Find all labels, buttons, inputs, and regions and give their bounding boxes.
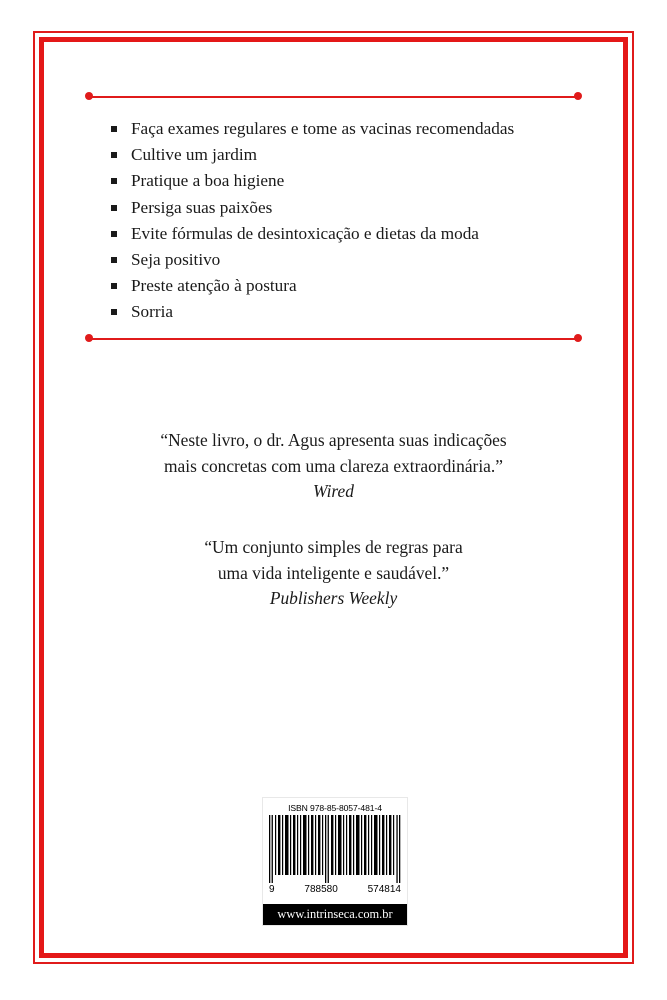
list-item xyxy=(111,221,581,247)
quote-line: “Neste livro, o dr. Agus apresenta suas indicações xyxy=(160,430,507,450)
quote-line: mais concretas com uma clareza extraordinária.” xyxy=(164,455,503,476)
list-item-label: Faça exames regulares e tome as vacinas recomendadas xyxy=(131,119,515,138)
rule-end-dot-right-icon xyxy=(574,334,582,342)
quote-line: “Um conjunto simples de regras para xyxy=(204,537,463,557)
list-item xyxy=(111,168,581,194)
list-item xyxy=(111,142,581,168)
decorative-rule-top xyxy=(85,92,582,101)
list-item-label: Seja positivo xyxy=(131,250,221,270)
review-quote-publishers-weekly xyxy=(0,535,667,612)
list-item xyxy=(111,273,581,299)
rule-line xyxy=(88,96,579,98)
barcode-digit-group-2: 574814 xyxy=(367,884,401,895)
barcode-digits xyxy=(268,883,402,896)
decorative-rule-bottom xyxy=(85,334,582,343)
list-item xyxy=(111,299,581,325)
rule-line xyxy=(88,338,579,340)
square-bullet-icon xyxy=(111,257,117,263)
list-item xyxy=(111,247,581,273)
ean13-barcode-icon xyxy=(269,815,401,883)
square-bullet-icon xyxy=(111,152,117,158)
list-item-label: Preste atenção à postura xyxy=(131,276,297,296)
health-tips-list xyxy=(111,116,581,326)
square-bullet-icon xyxy=(111,283,117,289)
review-quote-wired xyxy=(0,428,667,505)
list-item xyxy=(111,116,581,142)
list-item xyxy=(111,195,581,221)
square-bullet-icon xyxy=(111,309,117,315)
quote-source: Publishers Weekly xyxy=(269,588,398,608)
quote-source: Wired xyxy=(313,481,354,501)
rule-end-dot-right-icon xyxy=(574,92,582,100)
list-item-label: Persiga suas paixões xyxy=(131,197,273,217)
square-bullet-icon xyxy=(111,205,117,211)
square-bullet-icon xyxy=(111,231,117,237)
list-item-label: Sorria xyxy=(131,302,174,322)
barcode-digit-group-1: 788580 xyxy=(304,884,338,895)
barcode-digit-lead: 9 xyxy=(269,884,275,895)
list-item-label: Cultive um jardim xyxy=(131,145,258,165)
isbn-barcode-block xyxy=(262,797,408,926)
square-bullet-icon xyxy=(111,126,117,132)
quote-line: uma vida inteligente e saudável.” xyxy=(217,562,450,583)
square-bullet-icon xyxy=(111,178,117,184)
list-item-label: Evite fórmulas de desintoxicação e dietas da moda xyxy=(131,223,479,243)
list-item-label: Pratique a boa higiene xyxy=(131,171,285,191)
publisher-website: www.intrinseca.com.br xyxy=(263,904,407,925)
isbn-label: ISBN 978-85-8057-481-4 xyxy=(288,803,382,813)
